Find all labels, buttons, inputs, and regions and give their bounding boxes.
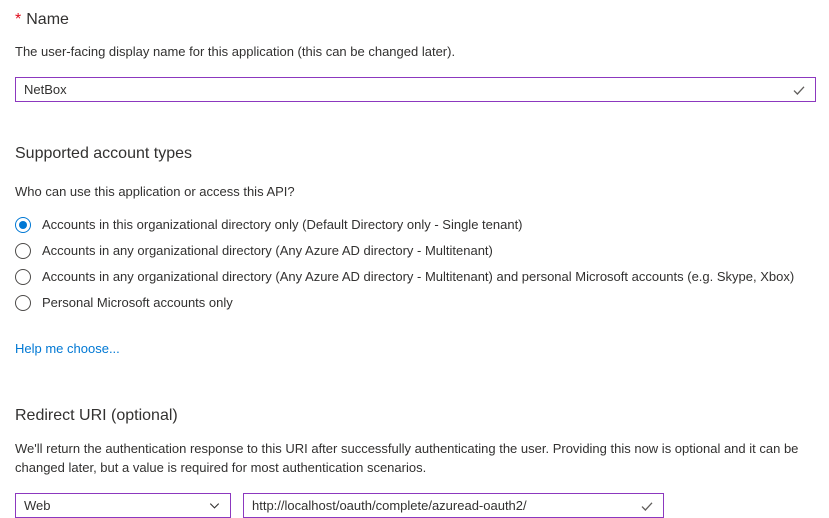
radio-option-label: Accounts in any organizational directory (Any Azure AD directory - Multitenant): [42, 243, 493, 258]
radio-option-label: Personal Microsoft accounts only: [42, 295, 233, 310]
account-type-radio-group: [15, 212, 814, 316]
name-input-container: [15, 77, 816, 102]
radio-button-icon[interactable]: [15, 295, 31, 311]
account-types-question: Who can use this application or access this API?: [15, 184, 295, 199]
radio-option-personal-only[interactable]: [15, 290, 814, 316]
name-description: The user-facing display name for this application (this can be changed later).: [15, 44, 456, 59]
radio-option-label: Accounts in this organizational directory only (Default Directory only - Single tenant): [42, 217, 523, 232]
radio-option-single-tenant[interactable]: [15, 212, 814, 238]
platform-select-dropdown[interactable]: [15, 493, 231, 518]
radio-option-multitenant-personal[interactable]: [15, 264, 814, 290]
redirect-uri-description: We'll return the authentication response to this URI after successfully authenticating the user. Providing this now is optional and it can be changed later, but a value is required for most authentication scenarios.: [15, 441, 799, 475]
checkmark-icon: [791, 82, 807, 98]
redirect-uri-input[interactable]: [252, 498, 639, 513]
name-input[interactable]: [24, 82, 791, 97]
radio-button-icon[interactable]: [15, 217, 31, 233]
help-me-choose-link[interactable]: Help me choose...: [15, 341, 120, 356]
redirect-uri-controls: [15, 493, 814, 518]
redirect-uri-input-container: [243, 493, 664, 518]
radio-option-label: Accounts in any organizational directory (Any Azure AD directory - Multitenant) and personal Microsoft accounts (e.g. Skype, Xbox): [42, 269, 795, 284]
radio-option-multitenant[interactable]: [15, 238, 814, 264]
redirect-uri-heading: Redirect URI (optional): [15, 407, 178, 424]
supported-account-types-heading: Supported account types: [15, 145, 193, 162]
checkmark-icon: [639, 498, 655, 514]
radio-button-icon[interactable]: [15, 243, 31, 259]
chevron-down-icon: [207, 498, 222, 513]
name-section-heading: [15, 11, 814, 29]
name-heading-label: Name: [26, 11, 69, 28]
required-asterisk: *: [15, 11, 22, 28]
platform-select-value: Web: [24, 498, 51, 513]
radio-button-icon[interactable]: [15, 269, 31, 285]
